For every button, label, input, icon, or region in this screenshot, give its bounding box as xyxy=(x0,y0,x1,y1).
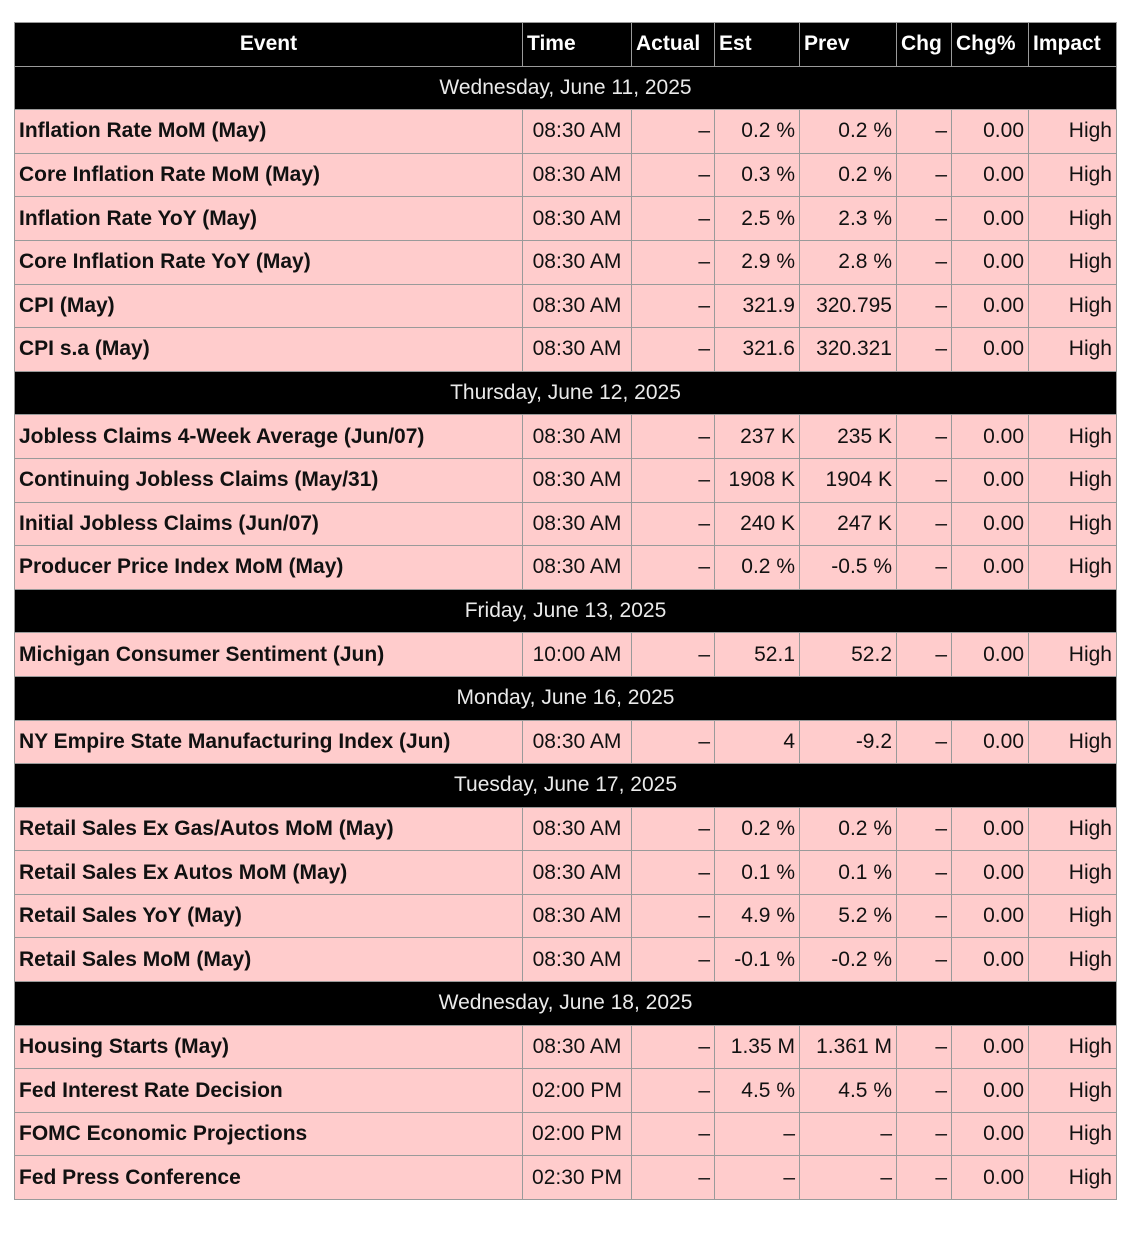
prev-cell: -0.5 % xyxy=(800,546,897,590)
chg-cell: – xyxy=(897,415,952,459)
chg-percent-cell: 0.00 xyxy=(952,240,1029,284)
chg-cell: – xyxy=(897,938,952,982)
actual-cell: – xyxy=(632,720,715,764)
event-cell: NY Empire State Manufacturing Index (Jun) xyxy=(15,720,523,764)
impact-cell: High xyxy=(1029,458,1117,502)
prev-cell: 0.2 % xyxy=(800,807,897,851)
est-cell: 0.3 % xyxy=(715,153,800,197)
date-group-row xyxy=(15,982,1117,1026)
date-label: Monday, June 16, 2025 xyxy=(15,676,1117,720)
est-cell: 4 xyxy=(715,720,800,764)
chg-cell: – xyxy=(897,546,952,590)
actual-cell: – xyxy=(632,415,715,459)
chg-percent-cell: 0.00 xyxy=(952,415,1029,459)
column-header-actual[interactable]: Actual xyxy=(632,23,715,67)
chg-percent-cell: 0.00 xyxy=(952,633,1029,677)
prev-cell: -9.2 xyxy=(800,720,897,764)
prev-cell: 4.5 % xyxy=(800,1069,897,1113)
table-row[interactable] xyxy=(15,1112,1117,1156)
date-label: Thursday, June 12, 2025 xyxy=(15,371,1117,415)
column-header-event[interactable]: Event xyxy=(15,23,523,67)
prev-cell: 2.3 % xyxy=(800,197,897,241)
chg-percent-cell: 0.00 xyxy=(952,1156,1029,1200)
prev-cell: 5.2 % xyxy=(800,894,897,938)
table-row[interactable] xyxy=(15,720,1117,764)
chg-percent-cell: 0.00 xyxy=(952,197,1029,241)
date-label: Tuesday, June 17, 2025 xyxy=(15,764,1117,808)
time-cell: 08:30 AM xyxy=(523,458,632,502)
event-cell: Core Inflation Rate YoY (May) xyxy=(15,240,523,284)
prev-cell: 235 K xyxy=(800,415,897,459)
prev-cell: 0.2 % xyxy=(800,153,897,197)
event-cell: Producer Price Index MoM (May) xyxy=(15,546,523,590)
prev-cell: 1904 K xyxy=(800,458,897,502)
chg-percent-cell: 0.00 xyxy=(952,546,1029,590)
time-cell: 08:30 AM xyxy=(523,328,632,372)
est-cell: 237 K xyxy=(715,415,800,459)
table-row[interactable] xyxy=(15,328,1117,372)
prev-cell: 320.795 xyxy=(800,284,897,328)
impact-cell: High xyxy=(1029,415,1117,459)
time-cell: 08:30 AM xyxy=(523,894,632,938)
est-cell: 321.6 xyxy=(715,328,800,372)
column-header-time[interactable]: Time xyxy=(523,23,632,67)
time-cell: 08:30 AM xyxy=(523,502,632,546)
prev-cell: 2.8 % xyxy=(800,240,897,284)
date-group-row xyxy=(15,589,1117,633)
table-row[interactable] xyxy=(15,546,1117,590)
impact-cell: High xyxy=(1029,938,1117,982)
impact-cell: High xyxy=(1029,546,1117,590)
date-label: Friday, June 13, 2025 xyxy=(15,589,1117,633)
event-cell: Retail Sales MoM (May) xyxy=(15,938,523,982)
chg-percent-cell: 0.00 xyxy=(952,502,1029,546)
chg-cell: – xyxy=(897,240,952,284)
est-cell: -0.1 % xyxy=(715,938,800,982)
impact-cell: High xyxy=(1029,633,1117,677)
chg-cell: – xyxy=(897,633,952,677)
event-cell: Inflation Rate MoM (May) xyxy=(15,110,523,154)
actual-cell: – xyxy=(632,894,715,938)
chg-percent-cell: 0.00 xyxy=(952,153,1029,197)
time-cell: 08:30 AM xyxy=(523,110,632,154)
event-cell: FOMC Economic Projections xyxy=(15,1112,523,1156)
prev-cell: 0.1 % xyxy=(800,851,897,895)
prev-cell: 52.2 xyxy=(800,633,897,677)
event-cell: Retail Sales YoY (May) xyxy=(15,894,523,938)
chg-cell: – xyxy=(897,807,952,851)
column-header-est[interactable]: Est xyxy=(715,23,800,67)
impact-cell: High xyxy=(1029,807,1117,851)
event-cell: Continuing Jobless Claims (May/31) xyxy=(15,458,523,502)
chg-cell: – xyxy=(897,153,952,197)
date-label: Wednesday, June 11, 2025 xyxy=(15,66,1117,110)
actual-cell: – xyxy=(632,633,715,677)
actual-cell: – xyxy=(632,807,715,851)
chg-cell: – xyxy=(897,110,952,154)
prev-cell: 247 K xyxy=(800,502,897,546)
est-cell: – xyxy=(715,1112,800,1156)
impact-cell: High xyxy=(1029,502,1117,546)
impact-cell: High xyxy=(1029,1156,1117,1200)
time-cell: 08:30 AM xyxy=(523,807,632,851)
time-cell: 08:30 AM xyxy=(523,720,632,764)
chg-cell: – xyxy=(897,197,952,241)
prev-cell: 320.321 xyxy=(800,328,897,372)
actual-cell: – xyxy=(632,284,715,328)
table-row[interactable] xyxy=(15,197,1117,241)
impact-cell: High xyxy=(1029,284,1117,328)
event-cell: Inflation Rate YoY (May) xyxy=(15,197,523,241)
prev-cell: – xyxy=(800,1112,897,1156)
impact-cell: High xyxy=(1029,1069,1117,1113)
table-row[interactable] xyxy=(15,415,1117,459)
column-header-impact[interactable]: Impact xyxy=(1029,23,1117,67)
chg-cell: – xyxy=(897,720,952,764)
chg-percent-cell: 0.00 xyxy=(952,458,1029,502)
date-label: Wednesday, June 18, 2025 xyxy=(15,982,1117,1026)
chg-percent-cell: 0.00 xyxy=(952,807,1029,851)
chg-cell: – xyxy=(897,1156,952,1200)
impact-cell: High xyxy=(1029,328,1117,372)
table-body xyxy=(15,66,1117,1199)
est-cell: 4.9 % xyxy=(715,894,800,938)
time-cell: 02:00 PM xyxy=(523,1069,632,1113)
est-cell: 52.1 xyxy=(715,633,800,677)
actual-cell: – xyxy=(632,153,715,197)
actual-cell: – xyxy=(632,110,715,154)
date-group-row xyxy=(15,66,1117,110)
impact-cell: High xyxy=(1029,240,1117,284)
impact-cell: High xyxy=(1029,851,1117,895)
time-cell: 08:30 AM xyxy=(523,546,632,590)
est-cell: 1908 K xyxy=(715,458,800,502)
table-row[interactable] xyxy=(15,284,1117,328)
table-row[interactable] xyxy=(15,110,1117,154)
time-cell: 08:30 AM xyxy=(523,153,632,197)
est-cell: 2.5 % xyxy=(715,197,800,241)
est-cell: 0.2 % xyxy=(715,807,800,851)
table-row[interactable] xyxy=(15,1069,1117,1113)
table-row[interactable] xyxy=(15,153,1117,197)
event-cell: Housing Starts (May) xyxy=(15,1025,523,1069)
actual-cell: – xyxy=(632,502,715,546)
chg-percent-cell: 0.00 xyxy=(952,1112,1029,1156)
event-cell: Jobless Claims 4-Week Average (Jun/07) xyxy=(15,415,523,459)
table-header-row xyxy=(15,23,1117,67)
time-cell: 02:00 PM xyxy=(523,1112,632,1156)
impact-cell: High xyxy=(1029,110,1117,154)
actual-cell: – xyxy=(632,1025,715,1069)
chg-cell: – xyxy=(897,851,952,895)
time-cell: 08:30 AM xyxy=(523,938,632,982)
impact-cell: High xyxy=(1029,894,1117,938)
est-cell: 0.2 % xyxy=(715,546,800,590)
impact-cell: High xyxy=(1029,197,1117,241)
time-cell: 10:00 AM xyxy=(523,633,632,677)
chg-cell: – xyxy=(897,1069,952,1113)
chg-percent-cell: 0.00 xyxy=(952,1069,1029,1113)
actual-cell: – xyxy=(632,328,715,372)
chg-percent-cell: 0.00 xyxy=(952,851,1029,895)
table-row[interactable] xyxy=(15,894,1117,938)
impact-cell: High xyxy=(1029,1112,1117,1156)
date-group-row xyxy=(15,371,1117,415)
est-cell: 321.9 xyxy=(715,284,800,328)
chg-cell: – xyxy=(897,328,952,372)
time-cell: 08:30 AM xyxy=(523,1025,632,1069)
chg-cell: – xyxy=(897,458,952,502)
chg-percent-cell: 0.00 xyxy=(952,1025,1029,1069)
event-cell: Initial Jobless Claims (Jun/07) xyxy=(15,502,523,546)
column-header-chg-percent[interactable]: Chg% xyxy=(952,23,1029,67)
actual-cell: – xyxy=(632,1112,715,1156)
time-cell: 08:30 AM xyxy=(523,851,632,895)
chg-percent-cell: 0.00 xyxy=(952,328,1029,372)
table-row[interactable] xyxy=(15,502,1117,546)
time-cell: 08:30 AM xyxy=(523,284,632,328)
time-cell: 08:30 AM xyxy=(523,415,632,459)
actual-cell: – xyxy=(632,458,715,502)
chg-percent-cell: 0.00 xyxy=(952,110,1029,154)
chg-percent-cell: 0.00 xyxy=(952,284,1029,328)
est-cell: – xyxy=(715,1156,800,1200)
chg-percent-cell: 0.00 xyxy=(952,894,1029,938)
event-cell: CPI (May) xyxy=(15,284,523,328)
column-header-prev[interactable]: Prev xyxy=(800,23,897,67)
chg-cell: – xyxy=(897,284,952,328)
table-row[interactable] xyxy=(15,240,1117,284)
chg-cell: – xyxy=(897,1112,952,1156)
table-row[interactable] xyxy=(15,1025,1117,1069)
prev-cell: -0.2 % xyxy=(800,938,897,982)
actual-cell: – xyxy=(632,197,715,241)
event-cell: Retail Sales Ex Autos MoM (May) xyxy=(15,851,523,895)
impact-cell: High xyxy=(1029,720,1117,764)
est-cell: 0.1 % xyxy=(715,851,800,895)
date-group-row xyxy=(15,764,1117,808)
table-row[interactable] xyxy=(15,938,1117,982)
table-row[interactable] xyxy=(15,807,1117,851)
table-row[interactable] xyxy=(15,458,1117,502)
event-cell: Retail Sales Ex Gas/Autos MoM (May) xyxy=(15,807,523,851)
actual-cell: – xyxy=(632,851,715,895)
event-cell: Michigan Consumer Sentiment (Jun) xyxy=(15,633,523,677)
table-row[interactable] xyxy=(15,851,1117,895)
est-cell: 1.35 M xyxy=(715,1025,800,1069)
prev-cell: 1.361 M xyxy=(800,1025,897,1069)
impact-cell: High xyxy=(1029,153,1117,197)
table-row[interactable] xyxy=(15,633,1117,677)
prev-cell: 0.2 % xyxy=(800,110,897,154)
chg-cell: – xyxy=(897,502,952,546)
column-header-chg[interactable]: Chg xyxy=(897,23,952,67)
prev-cell: – xyxy=(800,1156,897,1200)
event-cell: Fed Press Conference xyxy=(15,1156,523,1200)
event-cell: Fed Interest Rate Decision xyxy=(15,1069,523,1113)
event-cell: Core Inflation Rate MoM (May) xyxy=(15,153,523,197)
chg-percent-cell: 0.00 xyxy=(952,720,1029,764)
est-cell: 4.5 % xyxy=(715,1069,800,1113)
time-cell: 08:30 AM xyxy=(523,240,632,284)
actual-cell: – xyxy=(632,546,715,590)
est-cell: 2.9 % xyxy=(715,240,800,284)
time-cell: 02:30 PM xyxy=(523,1156,632,1200)
event-cell: CPI s.a (May) xyxy=(15,328,523,372)
est-cell: 0.2 % xyxy=(715,110,800,154)
actual-cell: – xyxy=(632,240,715,284)
est-cell: 240 K xyxy=(715,502,800,546)
chg-percent-cell: 0.00 xyxy=(952,938,1029,982)
actual-cell: – xyxy=(632,1156,715,1200)
economic-calendar-table xyxy=(14,22,1117,1200)
actual-cell: – xyxy=(632,1069,715,1113)
chg-cell: – xyxy=(897,894,952,938)
date-group-row xyxy=(15,676,1117,720)
time-cell: 08:30 AM xyxy=(523,197,632,241)
chg-cell: – xyxy=(897,1025,952,1069)
impact-cell: High xyxy=(1029,1025,1117,1069)
table-row[interactable] xyxy=(15,1156,1117,1200)
actual-cell: – xyxy=(632,938,715,982)
